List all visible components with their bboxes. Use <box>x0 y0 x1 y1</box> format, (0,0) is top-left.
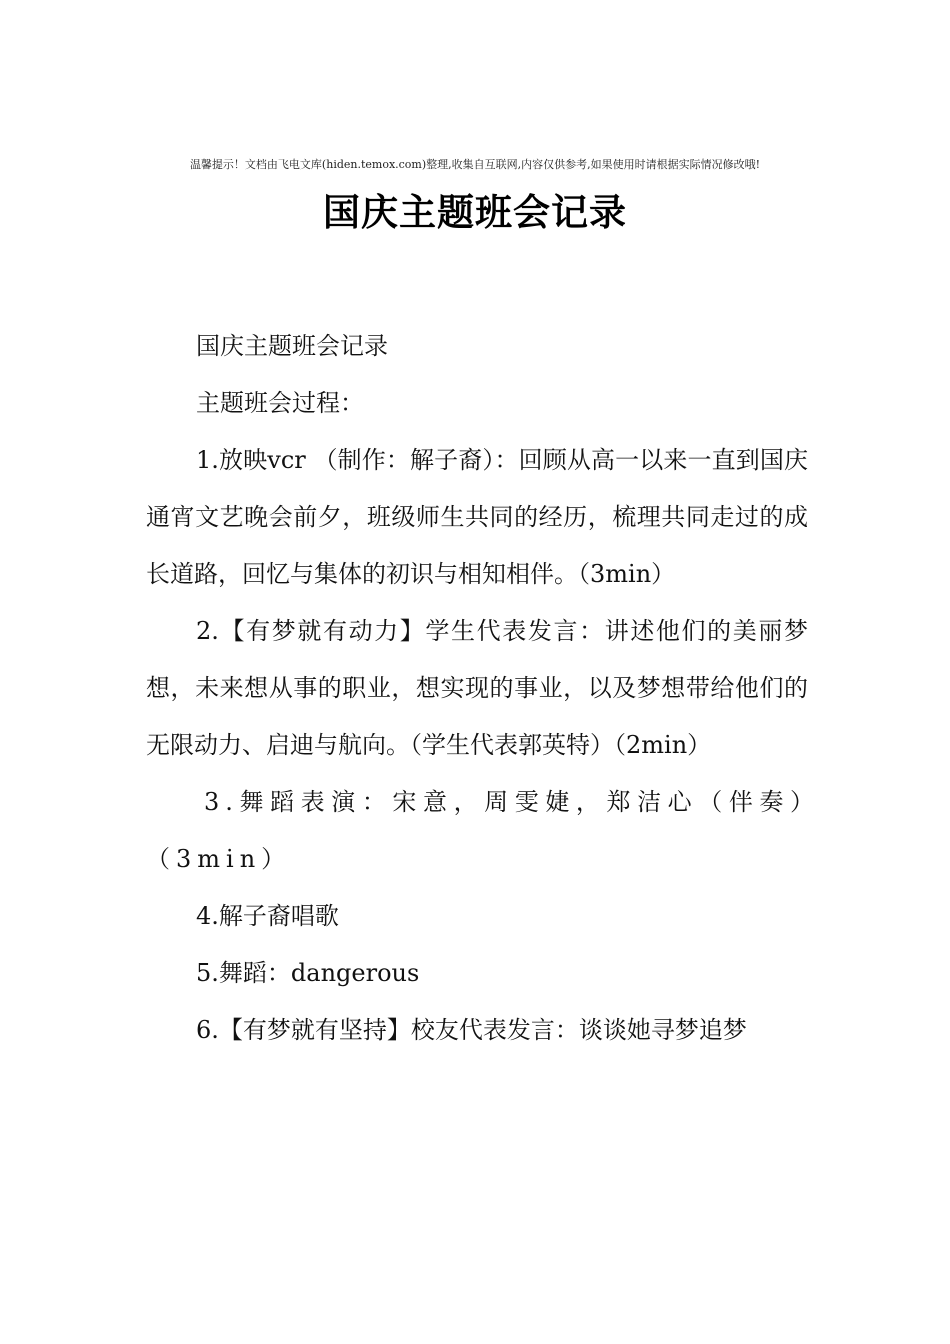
paragraph-item-2: 2.【有梦就有动力】学生代表发言：讲述他们的美丽梦想，未来想从事的职业，想实现的事业，以及梦想带给他们的无限动力、启迪与航向。（学生代表郭英特）（2min） <box>146 617 808 759</box>
paragraph-item-4: 4.解子裔唱歌 <box>196 902 339 930</box>
header-notice: 温馨提示！文档由飞电文库(hiden.temox.com)整理,收集自互联网,内容仅供参考,如果使用时请根据实际情况修改哦! <box>189 158 761 171</box>
paragraph-item-3: 3.舞蹈表演：宋意，周雯婕，郑洁心（伴奏）（3min） <box>146 788 808 873</box>
document-title: 国庆主题班会记录 <box>323 190 627 234</box>
document-body <box>146 318 808 1059</box>
paragraph-heading: 国庆主题班会记录 <box>196 332 388 360</box>
paragraph-process-label: 主题班会过程： <box>196 389 364 417</box>
paragraph-item-6: 6.【有梦就有坚持】校友代表发言：谈谈她寻梦追梦 <box>196 1016 747 1044</box>
paragraph-item-5: 5.舞蹈：dangerous <box>196 959 420 987</box>
paragraph-item-1: 1.放映vcr （制作：解子裔）：回顾从高一以来一直到国庆通宵文艺晚会前夕，班级师生共同的经历，梳理共同走过的成长道路，回忆与集体的初识与相知相伴。（3min） <box>146 446 808 588</box>
